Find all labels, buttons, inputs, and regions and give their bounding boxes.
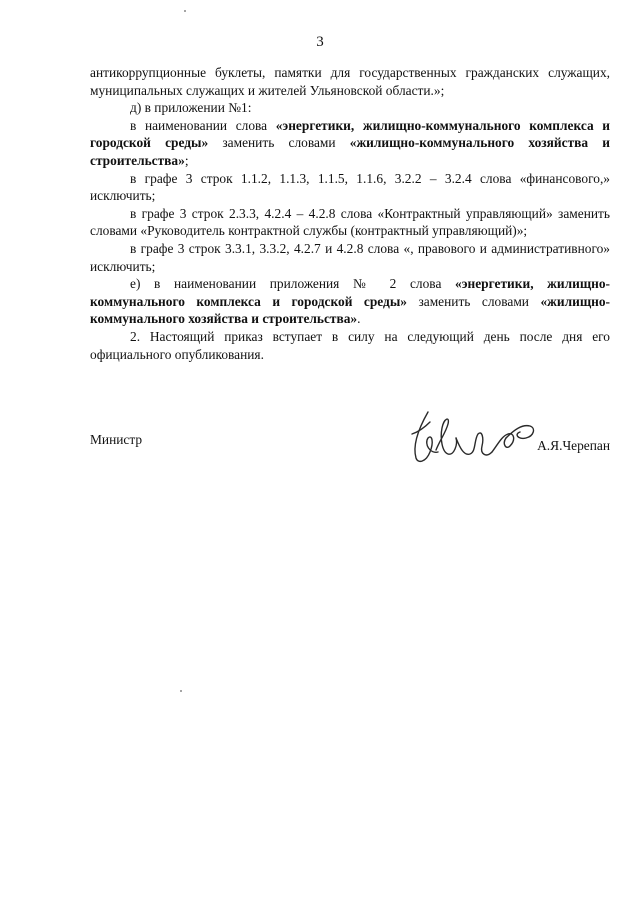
paragraph-text: антикоррупционные буклеты, памятки для государственных гражданских служащих, муниципальных служащих и жителей Ульяновской области.»; — [90, 65, 610, 98]
paragraph-column-3-financial — [90, 170, 610, 205]
paragraph-appendix-1 — [90, 99, 610, 117]
paragraph-column-3-legal — [90, 240, 610, 275]
paragraph-effective-date — [90, 328, 610, 363]
paragraph-text: д) в приложении №1: — [130, 100, 252, 116]
text-run: в наименовании слова — [130, 117, 276, 133]
paragraph-text: 2. Настоящий приказ вступает в силу на следующий день после дня его официального опубликования. — [90, 328, 610, 362]
signer-name: А.Я.Черепан — [537, 438, 610, 453]
signature-block — [90, 420, 610, 480]
scan-speck — [184, 10, 186, 12]
bold-quote: «жилищно-коммунального хозяйства и строительства» — [90, 293, 610, 327]
text-run: заменить словами — [208, 135, 350, 151]
paragraph-continuation — [90, 64, 610, 99]
paragraph-column-3-contract — [90, 205, 610, 240]
bold-quote: «энергетики, жилищно-коммунального комплекса и городской среды» — [90, 117, 610, 151]
paragraph-appendix-1-title — [90, 117, 610, 170]
scan-speck — [180, 690, 182, 692]
page-number: 3 — [316, 34, 324, 50]
text-run: ; — [184, 152, 189, 168]
text-run: е) в наименовании приложения № 2 слова — [130, 276, 456, 292]
text-run: . — [357, 311, 361, 327]
paragraph-text: в графе 3 строк 1.1.2, 1.1.3, 1.1.5, 1.1.6, 3.2.2 – 3.2.4 слова «финансового,» исключить; — [90, 170, 610, 204]
bold-quote: «энергетики, жилищно-коммунального комплекса и городской среды» — [90, 276, 610, 309]
document-body — [90, 64, 610, 363]
bold-quote: «жилищно-коммунального хозяйства и строительства» — [90, 135, 610, 168]
paragraph-text: в графе 3 строк 3.3.1, 3.3.2, 4.2.7 и 4.2.8 слова «, правового и административного» исключить; — [90, 240, 610, 274]
signer-position: Министр — [90, 432, 143, 447]
paragraph-text: в графе 3 строк 2.3.3, 4.2.4 – 4.2.8 слова «Контрактный управляющий» заменить словами «Руководитель контрактной службы (контрактный управляющий)»; — [90, 205, 610, 239]
paragraph-appendix-2-title — [90, 275, 610, 328]
handwritten-signature — [406, 404, 546, 476]
text-run: заменить словами — [406, 293, 541, 309]
